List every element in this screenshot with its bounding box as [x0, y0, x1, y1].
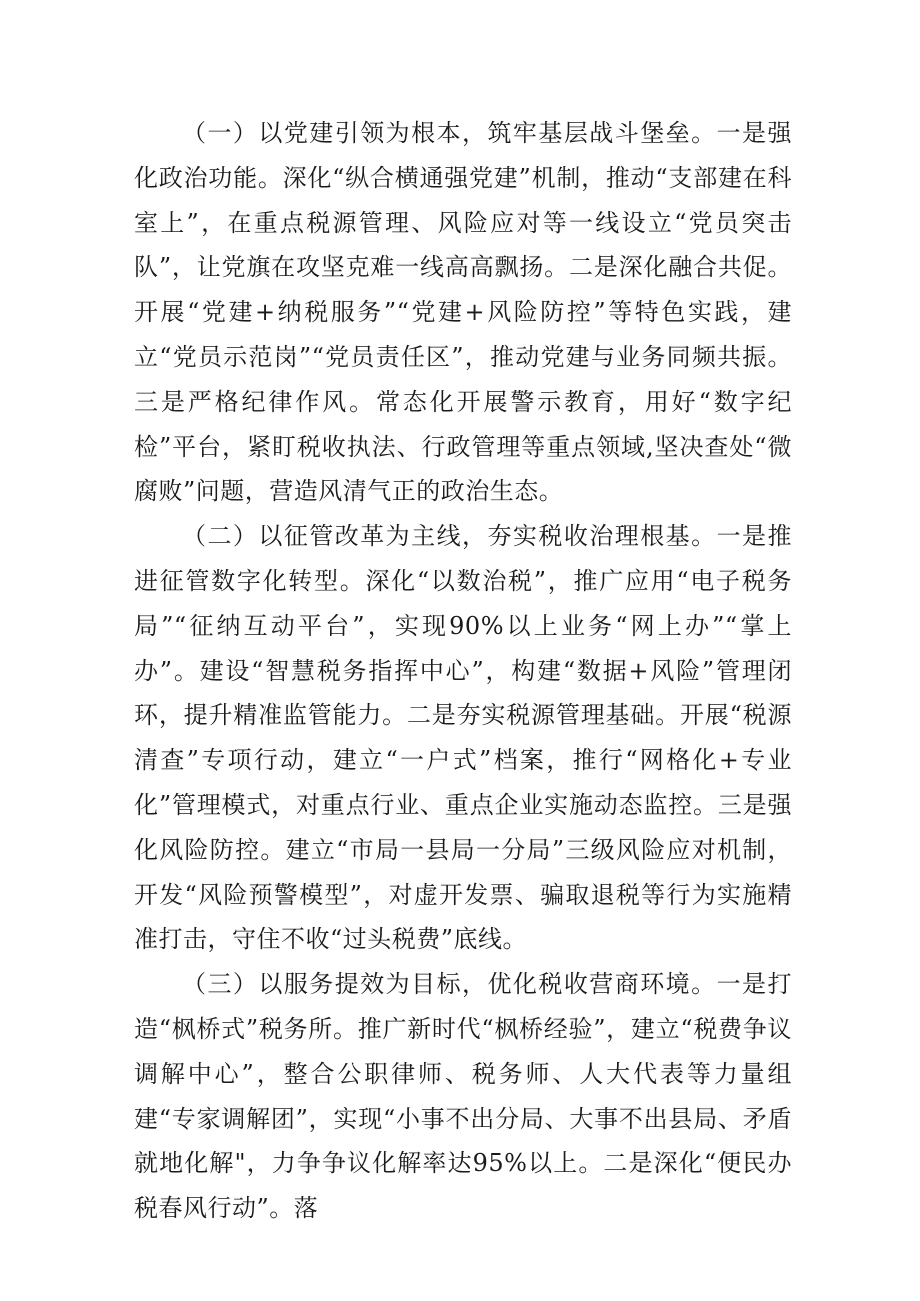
- paragraph-service-efficiency: （三）以服务提效为目标，优化税收营商环境。一是打造“枫桥式”税务所。推广新时代“枫桥经验”，建立“税费争议调解中心”，整合公职律师、税务师、人大代表等力量组建“专家调解团”，实现“小事不出分局、大事不出县局、矛盾就地化解"，力争争议化解率达95%以上。二是深化“便民办税春风行动”。落: [134, 970, 792, 1223]
- paragraph-tax-administration: （二）以征管改革为主线，夯实税收治理根基。一是推进征管数字化转型。深化“以数治税”，推广应用“电子税务局”“征纳互动平台”，实现90%以上业务“网上办”“掌上办”。建设“智慧税务指挥中心”，构建“数据+风险”管理闭环，提升精准监管能力。二是夯实税源管理基础。开展“税源清查”专项行动，建立“一户式”档案，推行“网格化+专业化”管理模式，对重点行业、重点企业实施动态监控。三是强化风险防控。建立“市局一县局一分局”三级风险应对机制，开发“风险预警模型”，对虚开发票、骗取退税等行为实施精准打击，守住不收“过头税费”底线。: [134, 522, 792, 954]
- paragraph-party-building: （一）以党建引领为根本，筑牢基层战斗堡垒。一是强化政治功能。深化“纵合横通强党建”机制，推动“支部建在科室上”，在重点税源管理、风险应对等一线设立“党员突击队”，让党旗在攻坚克难一线高高飘扬。二是深化融合共促。开展“党建+纳税服务”“党建+风险防控”等特色实践，建立“党员示范岗”“党员责任区”，推动党建与业务同频共振。三是严格纪律作风。常态化开展警示教育，用好“数字纪检”平台，紧盯税收执法、行政管理等重点领域,坚决查处“微腐败”问题，营造风清气正的政治生态。: [134, 119, 792, 506]
- document-body: [134, 111, 792, 1231]
